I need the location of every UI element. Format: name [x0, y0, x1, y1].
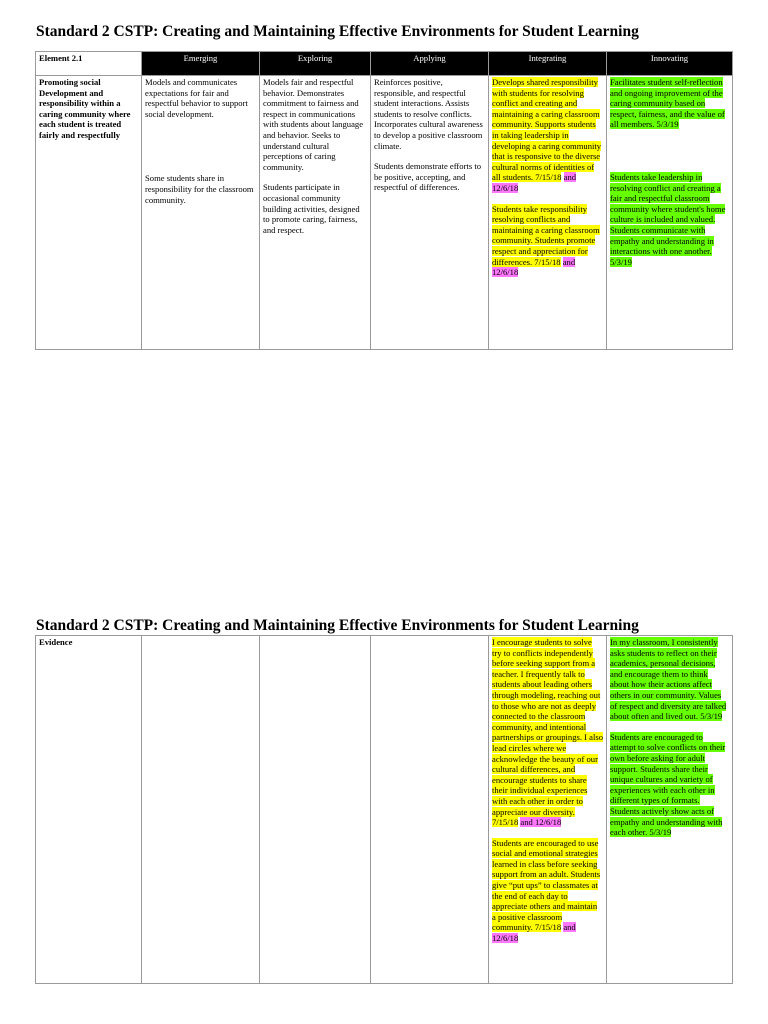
cell-text	[610, 77, 729, 130]
cell-text: Students participate in occasional community building activities, designed to promote caring, fairness, and respect.	[263, 182, 360, 235]
column-header-integrating: Integrating	[489, 52, 607, 76]
cell-text	[492, 637, 603, 828]
highlighted-text: Students take responsibility resolving conflicts and maintaining a caring classroom community. Students promote respect and appreciation for differences. 7/15/18	[492, 203, 600, 267]
applying-cell	[371, 76, 489, 350]
row-label: Promoting social Development and responsibility within a caring community where each student is treated fairly and respectfully	[36, 76, 142, 350]
evidence-table	[35, 635, 733, 984]
column-header-exploring: Exploring	[260, 52, 371, 76]
page-title: Standard 2 CSTP: Creating and Maintaining Effective Environments for Student Learning	[36, 23, 639, 40]
column-header-innovating: Innovating	[607, 52, 733, 76]
highlighted-date: and 12/6/18	[520, 817, 562, 828]
cell-text	[492, 77, 603, 194]
highlighted-text: Develops shared responsibility with students for resolving conflict and creating and maintaining a caring classroom community. Supports students in taking leadership in developing a caring community that is responsive to the diverse cultural norms of identities of all students. 7/15/18	[492, 77, 602, 183]
applying-cell	[371, 636, 489, 984]
cell-text	[492, 204, 603, 278]
cell-text	[610, 637, 729, 722]
highlighted-text: Students are encouraged to use social and emotional strategies learned in class before seeking support from an adult. Students give “put ups” to classmates at the end of each day to appreciate others and maintain a positive classroom community. 7/15/18	[492, 837, 601, 933]
innovating-cell	[607, 76, 733, 350]
highlighted-date: and 12/6/18	[492, 922, 576, 944]
emerging-cell	[142, 76, 260, 350]
exploring-cell	[260, 76, 371, 350]
highlighted-text: Facilitates student self-reflection and ongoing improvement of the caring community based on respect, fairness, and the value of all members. 5/3/19	[610, 77, 725, 130]
highlighted-date: and 12/6/18	[492, 172, 577, 193]
header-row	[36, 52, 733, 76]
highlighted-text: In my classroom, I consistently asks students to reflect on their academics, personal decisions, and encourage them to think about how their actions affect others in our community. Values of respect and diversity are talked about often and lived out. 5/3/19	[610, 637, 727, 722]
cell-text	[610, 172, 729, 267]
cell-text: Reinforces positive, responsible, and respectful student interactions. Assists students to resolve conflicts. Incorporates cultural awareness to develop a positive classroom climate.	[374, 77, 483, 151]
rubric-row	[36, 76, 733, 350]
cell-text	[610, 732, 729, 838]
highlighted-text: Students are encouraged to attempt to solve conflicts on their own before asking for adult support. Students share their unique cultures and variety of experiences with each other in different types of formats. Students actively show acts of empathy and understanding with each other. 5/3/19	[610, 731, 726, 838]
page-title: Standard 2 CSTP: Creating and Maintaining Effective Environments for Student Learning	[36, 617, 639, 634]
column-header-emerging: Emerging	[142, 52, 260, 76]
rubric-table	[35, 51, 733, 350]
column-header-applying: Applying	[371, 52, 489, 76]
cell-text: Students demonstrate efforts to be positive, accepting, and respectful of differences.	[374, 161, 482, 193]
highlighted-text: Students take leadership in resolving conflict and creating a fair and respectful classroom community where student's home culture is included and valued. Students communicate with empathy and understanding in interactions with one another. 5/3/19	[610, 171, 726, 267]
evidence-row	[36, 636, 733, 984]
emerging-cell	[142, 636, 260, 984]
integrating-cell	[489, 636, 607, 984]
cell-text	[492, 838, 603, 944]
cell-text: Models fair and respectful behavior. Demonstrates commitment to fairness and respect in communications with students about language and behavior. Seeks to understand cultural perceptions of caring community.	[263, 77, 364, 172]
row-label: Evidence	[36, 636, 142, 984]
highlighted-date: and 12/6/18	[492, 256, 576, 278]
highlighted-text: I encourage students to solve try to conflicts independently before seeking support from a teacher. I frequently talk to students about leading others through modeling, reaching out to those who are not as deeply connected to the classroom community, and intentional partnerships or groupings. I also lead circles where we acknowledge the beauty of our cultural differences, and encourage students to share their individual experiences with each other in order to appreciate our diversity. 7/15/18	[492, 637, 603, 828]
cell-text: Models and communicates expectations for fair and respectful behavior to support social development.	[145, 77, 248, 119]
innovating-cell	[607, 636, 733, 984]
cell-text: Some students share in responsibility for the classroom community.	[145, 173, 254, 205]
exploring-cell	[260, 636, 371, 984]
element-label: Element 2.1	[36, 52, 142, 76]
integrating-cell	[489, 76, 607, 350]
